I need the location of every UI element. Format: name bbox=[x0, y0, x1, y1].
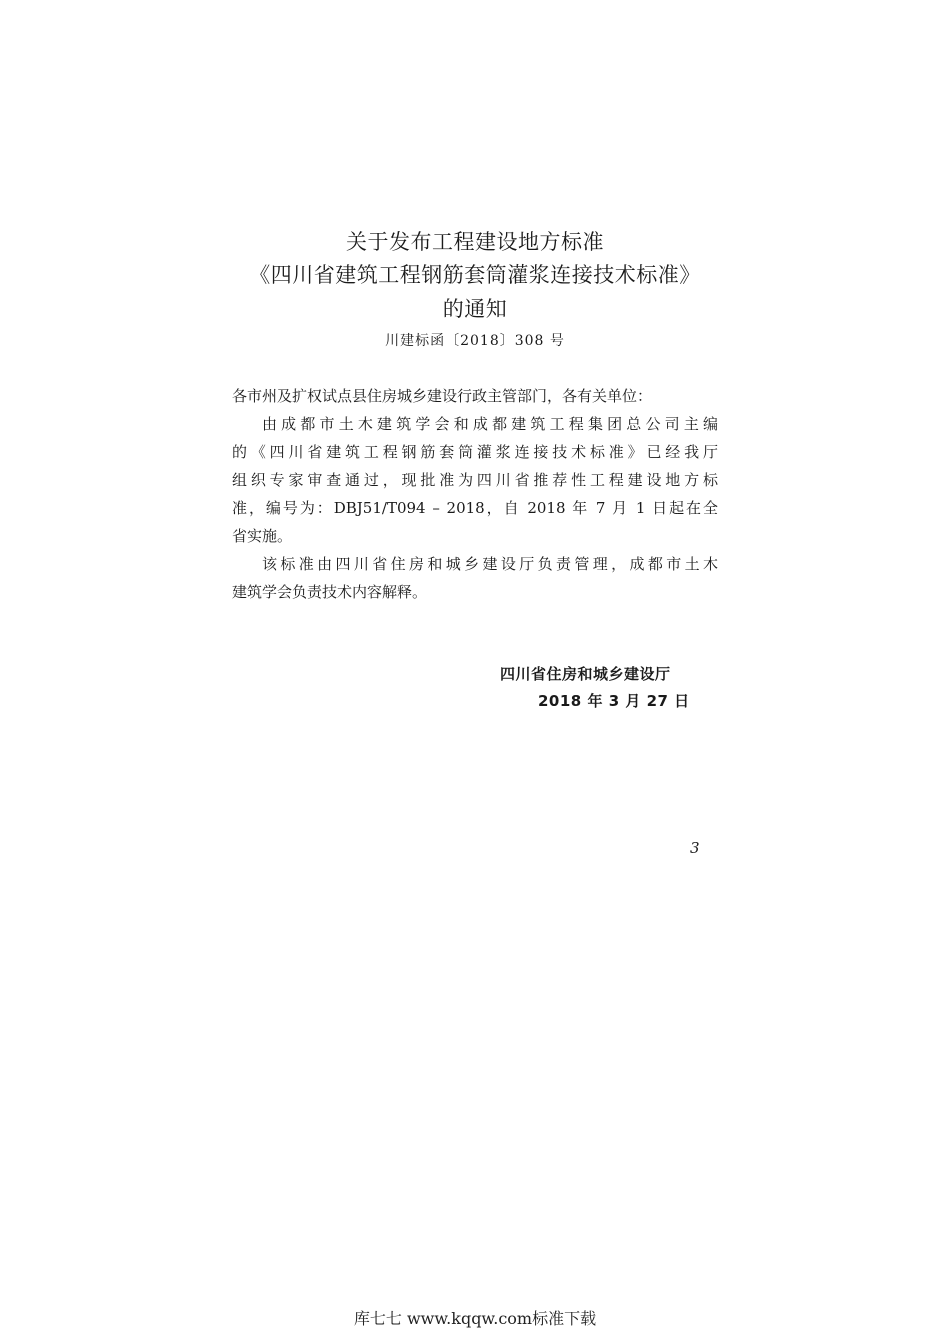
paragraph-1-line-4: 准，编号为：DBJ51/T094 – 2018，自 2018 年 7 月 1 日起在全 bbox=[232, 499, 718, 517]
paragraph-1-line-2: 的《四川省建筑工程钢筋套筒灌浆连接技术标准》已经我厅 bbox=[232, 443, 718, 461]
paragraph-2-line-2: 建筑学会负责技术内容解释。 bbox=[232, 583, 428, 601]
title-line-1: 关于发布工程建设地方标准 bbox=[346, 230, 604, 254]
signature-organization: 四川省住房和城乡建设厅 bbox=[500, 665, 671, 683]
title-line-2: 《四川省建筑工程钢筋套筒灌浆连接技术标准》 bbox=[249, 263, 701, 287]
signature-date: 2018 年 3 月 27 日 bbox=[538, 692, 690, 710]
title-line-3: 的通知 bbox=[442, 297, 508, 321]
document-number: 川建标函〔2018〕308 号 bbox=[385, 333, 565, 349]
salutation: 各市州及扩权试点县住房城乡建设行政主管部门，各有关单位： bbox=[232, 387, 653, 405]
page-number: 3 bbox=[690, 839, 700, 857]
paragraph-1-line-3: 组织专家审查通过，现批准为四川省推荐性工程建设地方标 bbox=[232, 471, 718, 489]
footer-watermark: 库七七 www.kqqw.com标准下载 bbox=[353, 1309, 597, 1328]
paragraph-1-line-1: 由成都市土木建筑学会和成都建筑工程集团总公司主编 bbox=[262, 415, 718, 433]
paragraph-2-line-1: 该标准由四川省住房和城乡建设厅负责管理，成都市土木 bbox=[262, 555, 718, 573]
paragraph-1-line-5: 省实施。 bbox=[232, 527, 293, 545]
